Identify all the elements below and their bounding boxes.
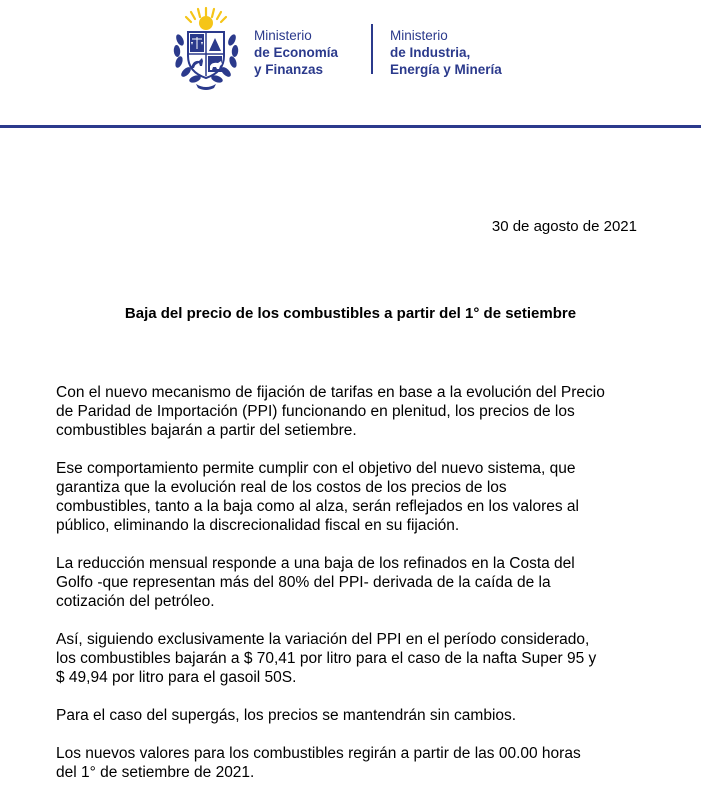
ministry-economia-line3: y Finanzas	[254, 62, 324, 77]
paragraph-line: combustibles, tanto a la baja como al alza, serán reflejados en los valores al	[56, 498, 579, 515]
paragraph-line: $ 49,94 por litro para el gasoil 50S.	[56, 669, 297, 686]
ministry-economia-name	[254, 27, 338, 78]
paragraph-line: Para el caso del supergás, los precios se mantendrán sin cambios.	[56, 707, 517, 724]
paragraph-line: público, eliminando la discrecionalidad fiscal en su fijación.	[56, 517, 460, 534]
paragraph-line: los combustibles bajarán a $ 70,41 por litro para el caso de la nafta Super 95 y	[56, 650, 597, 667]
uruguay-coat-of-arms-icon	[168, 6, 244, 92]
header-rule	[0, 125, 701, 128]
letterhead	[0, 0, 701, 128]
paragraph-line: Ese comportamiento permite cumplir con el objetivo del nuevo sistema, que	[56, 460, 576, 477]
ministry-economia-line2: de Economía	[254, 45, 339, 60]
ministry-industria-line1: Ministerio	[390, 28, 448, 43]
header-vertical-divider	[371, 24, 373, 74]
paragraph-line: cotización del petróleo.	[56, 593, 215, 610]
document-title: Baja del precio de los combustibles a partir del 1° de setiembre	[124, 305, 577, 322]
paragraph	[56, 706, 656, 725]
paragraph-line: La reducción mensual responde a una baja de los refinados en la Costa del	[56, 555, 575, 572]
paragraph	[56, 383, 656, 440]
paragraph-line: Así, siguiendo exclusivamente la variación del PPI en el período considerado,	[56, 631, 590, 648]
paragraph	[56, 630, 656, 687]
paragraph-line: Los nuevos valores para los combustibles regirán a partir de las 00.00 horas	[56, 745, 581, 762]
paragraph-line: Golfo -que representan más del 80% del PPI- derivada de la caída de la	[56, 574, 551, 591]
paragraph	[56, 744, 656, 782]
paragraph	[56, 554, 656, 611]
paragraph-line: Con el nuevo mecanismo de fijación de tarifas en base a la evolución del Precio	[56, 384, 605, 401]
paragraph-line: garantiza que la evolución real de los costos de los precios de los	[56, 479, 507, 496]
document-body	[56, 383, 656, 801]
ministry-economia-line1: Ministerio	[254, 28, 312, 43]
paragraph-line: de Paridad de Importación (PPI) funcionando en plenitud, los precios de los	[56, 403, 575, 420]
ministry-industria-name	[390, 27, 502, 78]
ministry-industria-line3: Energía y Minería	[390, 62, 502, 77]
paragraph-line: combustibles bajarán a partir del setiembre.	[56, 422, 357, 439]
paragraph-line: del 1° de setiembre de 2021.	[56, 764, 255, 781]
ministry-industria-line2: de Industria,	[390, 45, 471, 60]
document-date: 30 de agosto de 2021	[491, 218, 637, 235]
paragraph	[56, 459, 656, 535]
